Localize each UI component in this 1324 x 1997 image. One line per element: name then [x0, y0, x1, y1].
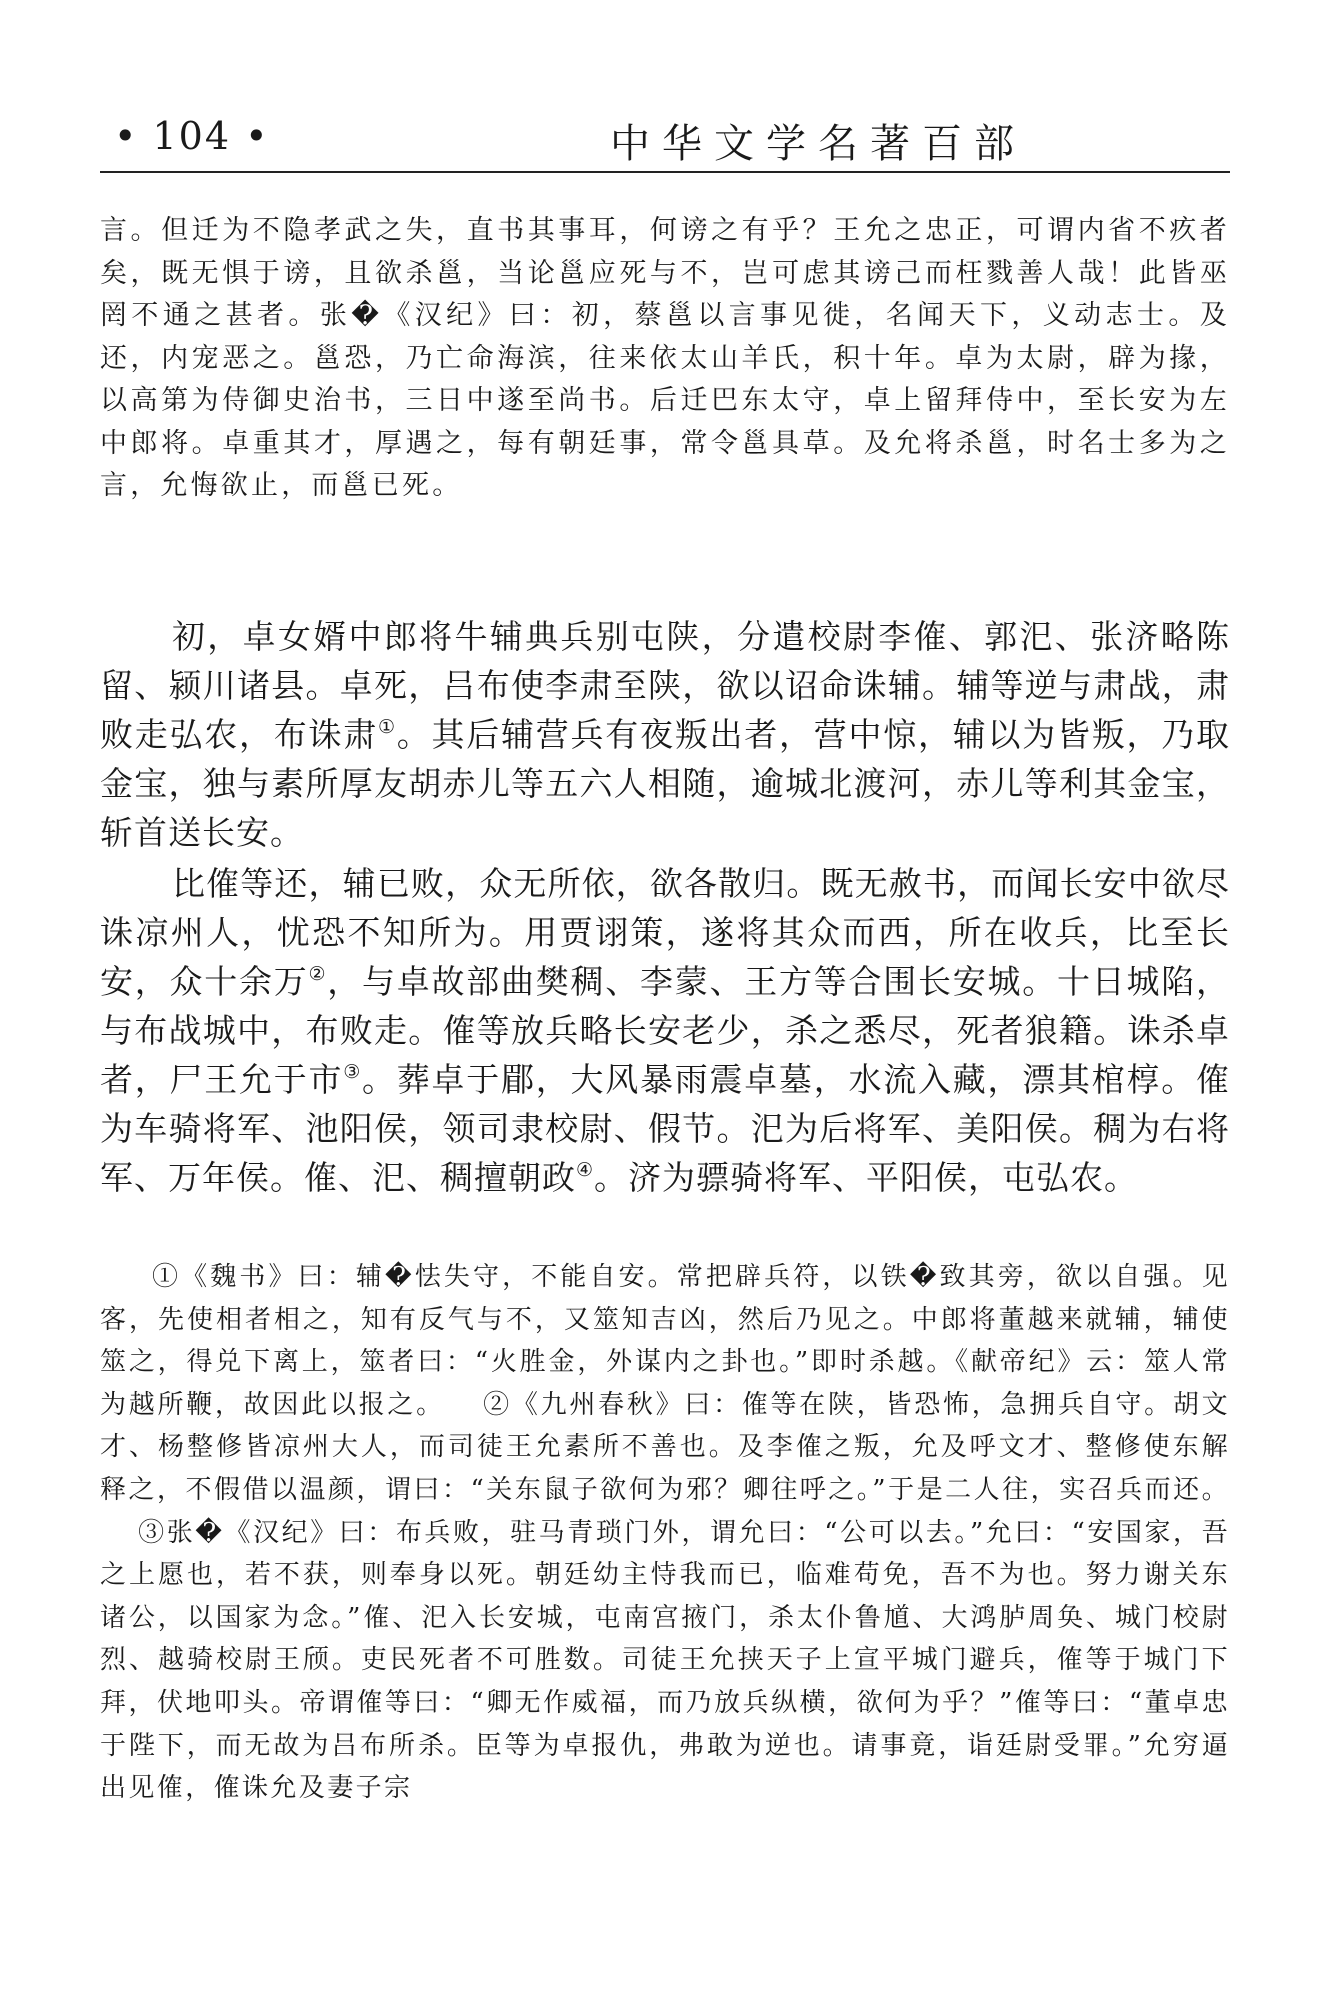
- main-paragraph-1-text-a: 初，卓女婿中郎将牛辅典兵别屯陕，分遣校尉李傕、郭汜、张济略陈留、颍川诸县。卓死，吕布使李肃至陕，欲以诏命诛辅。辅等逆与肃战，肃败走弘农，布诛肃: [100, 617, 1230, 754]
- footnote-ref-2: ②: [308, 963, 328, 985]
- main-text: [100, 612, 1230, 1202]
- main-paragraph-1-text-b: 。其后辅营兵有夜叛出者，营中惊，辅以为皆叛，乃取金宝，独与素所厚友胡赤儿等五六人相随，逾城北渡河，赤儿等利其金宝，斩首送长安。: [100, 715, 1231, 852]
- main-paragraph-2-text-d: 。济为骠骑将军、平阳侯，屯弘农。: [594, 1158, 1139, 1197]
- footnote-1: ①《魏书》曰：辅�怯失守，不能自安。常把辟兵符，以铁�致其旁，欲以自强。见客，先使相者相之，知有反气与不，又筮知吉凶，然后乃见之。中郎将董越来就辅，辅使筮之，得兑下离上，筮者曰：“火胜金，外谋内之卦也。”即时杀越。《献帝纪》云：筮人常为越所鞭，故因此以报之。: [100, 1262, 1230, 1420]
- footnotes-paragraph: [100, 1256, 1230, 1810]
- footnote-ref-4: ④: [576, 1159, 595, 1181]
- commentary-paragraph: 言。但迁为不隐孝武之失，直书其事耳，何谤之有乎？王允之忠正，可谓内省不疚者矣，既无惧于谤，且欲杀邕，当论邕应死与不，岂可虑其谤己而枉戮善人哉！此皆巫罔不通之甚者。张�《汉纪》曰：初，蔡邕以言事见徙，名闻天下，义动志士。及还，内宠恶之。邕恐，乃亡命海滨，往来依太山羊氏，积十年。卓为太尉，辟为掾，以高第为侍御史治书，三日中遂至尚书。后迁巴东太守，卓上留拜侍中，至长安为左中郎将。卓重其才，厚遇之，每有朝廷事，常令邕具草。及允将杀邕，时名士多为之言，允悔欲止，而邕已死。: [100, 215, 1230, 501]
- page-number: • 104 •: [114, 114, 270, 158]
- main-paragraph-1: [100, 612, 1230, 857]
- main-paragraph-2-text-a: 比傕等还，辅已败，众无所依，欲各散归。既无赦书，而闻长安中欲尽诛凉州人，忧恐不知所为。用贾诩策，遂将其众而西，所在收兵，比至长安，众十余万: [100, 864, 1230, 1001]
- header-rule: [100, 171, 1230, 173]
- commentary-block: [100, 210, 1230, 508]
- footnote-ref-1: ①: [378, 716, 397, 738]
- page-header: [100, 112, 1230, 172]
- footnote-2: ②《九州春秋》曰：傕等在陕，皆恐怖，急拥兵自守。胡文才、杨整修皆凉州大人，而司徒王允素所不善也。及李傕之叛，允及呼文才、整修使东解释之，不假借以温颜，谓曰：“关东鼠子欲何为邪？卿往呼之。”于是二人往，实召兵而还。: [100, 1389, 1230, 1505]
- footnote-3: ③张�《汉纪》曰：布兵败，驻马青琐门外，谓允曰：“公可以去。”允曰：“安国家，吾之上愿也，若不获，则奉身以死。朝廷幼主恃我而已，临难苟免，吾不为也。努力谢关东诸公，以国家为念。”傕、汜入长安城，屯南宫掖门，杀太仆鲁馗、大鸿胪周奂、城门校尉烈、越骑校尉王颀。吏民死者不可胜数。司徒王允挟天子上宣平城门避兵，傕等于城门下拜，伏地叩头。帝谓傕等曰：“卿无作威福，而乃放兵纵横，欲何为乎？”傕等曰：“董卓忠于陛下，而无故为吕布所杀。臣等为卓报仇，弗敢为逆也。请事竟，诣廷尉受罪。”允穷逼出见傕，傕诛允及妻子宗: [100, 1517, 1230, 1804]
- main-paragraph-2-text-b: ，与卓故部曲樊稠、李蒙、王方等合围长安城。十日城陷，与布战城中，布败走。傕等放兵略长安老少，杀之悉尽，死者狼籍。诛杀卓者，尸王允于市: [100, 962, 1231, 1099]
- book-title: 中华文学名著百部: [610, 121, 1026, 167]
- main-paragraph-2-text-c: 。葬卓于郿，大风暴雨震卓墓，水流入藏，漂其棺椁。傕为车骑将军、池阳侯，领司隶校尉、假节。汜为后将军、美阳侯。稠为右将军、万年侯。傕、汜、稠擅朝政: [100, 1060, 1231, 1197]
- main-paragraph-2: [100, 859, 1230, 1202]
- footnote-ref-3: ③: [343, 1061, 363, 1083]
- footnotes-block: [100, 1256, 1230, 1810]
